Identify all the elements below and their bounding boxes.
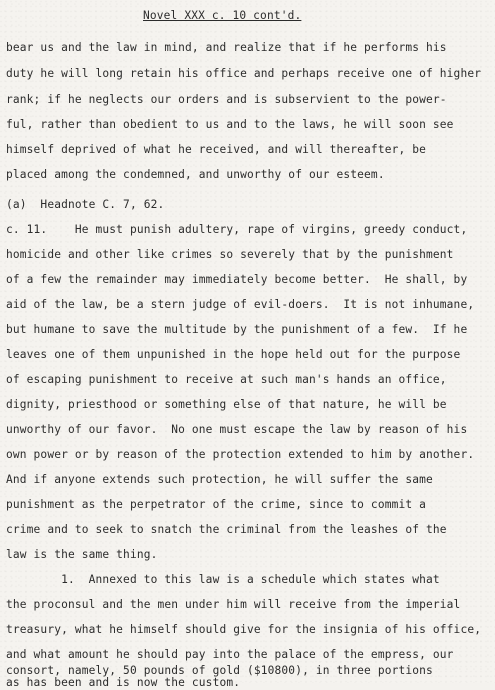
text-line: and what amount he should pay into the palace of the empress, our <box>6 648 454 661</box>
text-line: And if anyone extends such protection, he will suffer the same <box>6 473 433 486</box>
text-line: placed among the condemned, and unworthy of our esteem. <box>6 168 385 181</box>
text-line: unworthy of our favor. No one must escape the law by reason of his <box>6 423 468 436</box>
text-line: himself deprived of what he received, and will thereafter, be <box>6 143 427 156</box>
text-line: crime and to seek to snatch the criminal from the leashes of the <box>6 523 447 536</box>
text-line: 1. Annexed to this law is a schedule which states what <box>6 573 440 586</box>
text-line: c. 11. He must punish adultery, rape of virgins, greedy conduct, <box>6 223 468 236</box>
text-line: of escaping punishment to receive at such man's hands an office, <box>6 373 447 386</box>
text-line: homicide and other like crimes so severely that by the punishment <box>6 248 454 261</box>
text-line: leaves one of them unpunished in the hope held out for the purpose <box>6 348 461 361</box>
page-title: Novel XXX c. 10 cont'd. <box>143 9 302 22</box>
text-line: punishment as the perpetrator of the crime, since to commit a <box>6 498 427 511</box>
text-line: ful, rather than obedient to us and to the laws, he will soon see <box>6 118 454 131</box>
text-line: as has been and is now the custom. <box>6 676 241 689</box>
text-line: own power or by reason of the protection extended to him by another. <box>6 448 475 461</box>
text-line: law is the same thing. <box>6 548 158 561</box>
text-line: duty he will long retain his office and perhaps receive one of higher <box>6 67 482 80</box>
text-line: bear us and the law in mind, and realize that if he performs his <box>6 41 447 54</box>
text-line: treasury, what he himself should give for the insignia of his office, <box>6 623 482 636</box>
text-line: of a few the remainder may immediately become better. He shall, by <box>6 273 468 286</box>
text-line: but humane to save the multitude by the punishment of a few. If he <box>6 323 468 336</box>
text-line: dignity, priesthood or something else of that nature, he will be <box>6 398 447 411</box>
text-line: the proconsul and the men under him will receive from the imperial <box>6 598 461 611</box>
text-line: rank; if he neglects our orders and is subservient to the power- <box>6 93 447 106</box>
headnote: (a) Headnote C. 7, 62. <box>6 198 165 211</box>
text-line: aid of the law, be a stern judge of evil-doers. It is not inhumane, <box>6 298 475 311</box>
text-line: consort, namely, 50 pounds of gold ($10800), in three portions <box>6 664 433 677</box>
